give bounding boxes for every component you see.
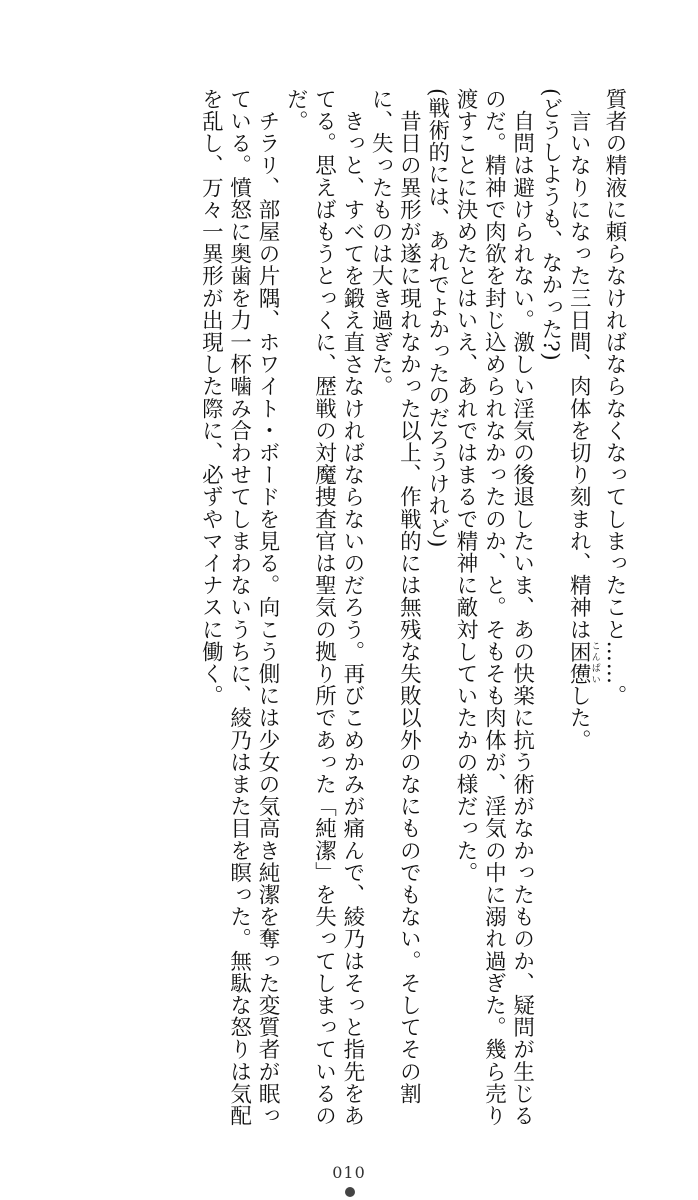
paragraph-5: (戦術的には、あれでよかったのだろうけれど) — [424, 88, 450, 548]
ruby-reading: こんぱい — [589, 640, 600, 685]
paragraph-1: 質者の精液に頼らなければならなくなってしまったこと……。 — [602, 88, 627, 707]
paragraph-3: (どうしようも、なかった?) — [537, 88, 563, 362]
ruby-annotation — [566, 640, 600, 685]
paragraph-4: 自問は避けられない。激しい淫気の後退したいま、あの快楽に抗う術がなかったものか、疑問が生じるのだ。精神で肉欲を封じ込められなかったのか、と。そもそも肉体が、淫気の中に溺れ過ぎた。幾ら売り渡すことに決めたとはいえ、あれではまるで精神に敵対していたかの様だった。 — [453, 88, 535, 1127]
paragraph-2: 言いなりになった三日間、肉体を切り刻まれ、精神は困憊こんぱいした。 — [566, 88, 600, 752]
novel-body-text — [48, 88, 628, 1138]
folio-dot-ornament — [345, 1187, 355, 1197]
paragraph-8: チラリ、部屋の片隅、ホワイト・ボードを見る。向こう側には少女の気高き純潔を奪った変質者が眠っている。憤怒に奥歯を力一杯噛み合わせてしまわないうちに、綾乃はまた目を瞑った。無駄な怒りは気配を乱し、万々一異形が出現した際に、必ずやマイナスに働く。 — [198, 88, 280, 1127]
ruby-base-text: 困憊 — [566, 640, 592, 685]
page-number: 010 — [332, 1163, 366, 1182]
paragraph-7: きっと、すべてを鍛え直さなければならないのだろう。再びこめかみが痛んで、綾乃はそっと指先をあてる。思えばもうとっくに、歴戦の対魔捜査官は聖気の拠り所であった「純潔」を失ってしまっているのだ。 — [283, 88, 365, 1127]
paragraph-6: 昔日の異形が遂に現れなかった以上、作戦的には無残な失敗以外のなにものでもない。そしてその割に、失ったものは大き過ぎた。 — [368, 88, 422, 1105]
